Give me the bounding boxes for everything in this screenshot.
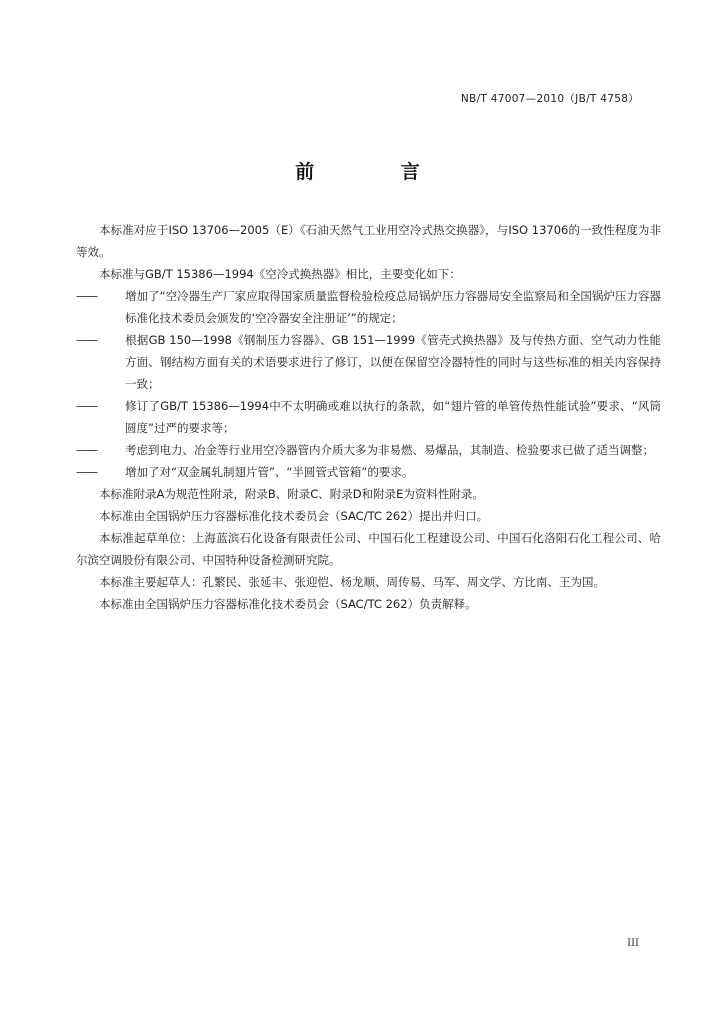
- foreword-body: [76, 219, 661, 615]
- change-item: [76, 285, 661, 329]
- dash-marker: ——: [76, 333, 97, 347]
- change-item: [76, 439, 661, 461]
- paragraph-drafting-units: 本标准起草单位：上海蓝滨石化设备有限责任公司、中国石化工程建设公司、中国石化洛阳石化工程公司、哈尔滨空调股份有限公司、中国特种设备检测研究院。: [76, 531, 661, 567]
- paragraph-proposer: 本标准由全国锅炉压力容器标准化技术委员会（SAC/TC 262）提出并归口。: [99, 509, 489, 523]
- dash-marker: ——: [76, 399, 97, 413]
- change-item: [76, 395, 661, 439]
- change-item-text: 修订了GB/T 15386—1994中不太明确或难以执行的条款，如“翅片管的单管传热性能试验”要求、“风筒圆度”过严的要求等；: [125, 399, 661, 435]
- paragraph-interpretation: 本标准由全国锅炉压力容器标准化技术委员会（SAC/TC 262）负责解释。: [99, 597, 477, 611]
- dash-marker: ——: [76, 465, 97, 479]
- change-item-text: 增加了“空冷器生产厂家应取得国家质量监督检验检疫总局锅炉压力容器局安全监察局和全国锅炉压力容器标准化技术委员会颁发的‘空冷器安全注册证’”的规定；: [125, 289, 661, 325]
- change-item: [76, 461, 661, 483]
- page-title: 前 言: [295, 161, 460, 183]
- page-number: III: [627, 938, 639, 949]
- paragraph-correspondence: 本标准对应于ISO 13706—2005（E）《石油天然气工业用空冷式热交换器》，与ISO 13706的一致性程度为非等效。: [76, 223, 661, 259]
- change-item-text: 考虑到电力、冶金等行业用空冷器管内介质大多为非易燃、易爆品，其制造、检验要求已做了适当调整；: [125, 443, 654, 457]
- paragraph-changes-intro: 本标准与GB/T 15386—1994《空冷式换热器》相比，主要变化如下：: [99, 267, 461, 281]
- change-item-text: 增加了对“双金属轧制翅片管”、“半圆管式管箱”的要求。: [125, 465, 414, 479]
- dash-marker: ——: [76, 289, 97, 303]
- change-item: [76, 329, 661, 395]
- paragraph-appendix: 本标准附录A为规范性附录，附录B、附录C、附录D和附录E为资料性附录。: [99, 487, 484, 501]
- change-item-text: 根据GB 150—1998《钢制压力容器》、GB 151—1999《管壳式换热器》及与传热方面、空气动力性能方面、钢结构方面有关的术语要求进行了修订，以便在保留空冷器特性的同时与这些标准的相关内容保持一致；: [125, 333, 661, 391]
- paragraph-drafters: 本标准主要起草人：孔繁民、张延丰、张迎恺、杨龙顺、周传易、马军、周文学、方比南、王为国。: [99, 575, 605, 589]
- standard-code-header: NB/T 47007—2010（JB/T 4758）: [460, 93, 639, 105]
- dash-marker: ——: [76, 443, 97, 457]
